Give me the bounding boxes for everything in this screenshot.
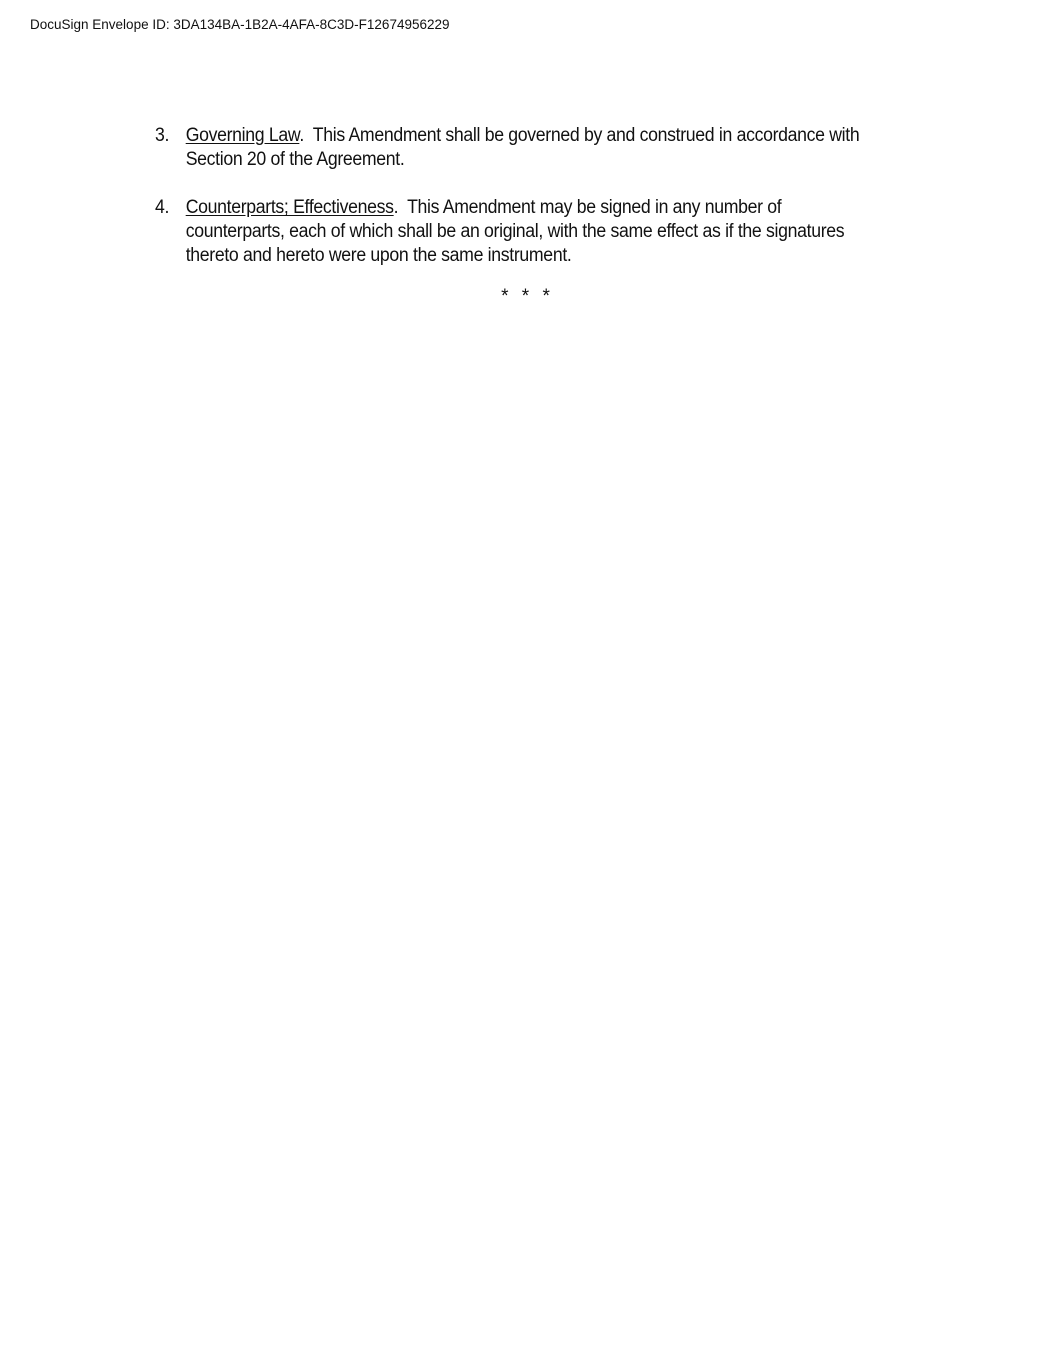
section-body: This Amendment may be signed in any number of counterparts, each of which shall be an original, with the same effect as if the signatures thereto and hereto were upon the same instrument. xyxy=(185,197,845,266)
section-heading: Counterparts; Effectiveness xyxy=(185,197,394,218)
section-body: This Amendment shall be governed by and construed in accordance with Section 20 of the Agreement. xyxy=(185,125,860,170)
envelope-id: DocuSign Envelope ID: 3DA134BA-1B2A-4AFA-8C3D-F12674956229 xyxy=(30,17,450,32)
section-separator: * * * xyxy=(501,286,554,307)
section-heading: Governing Law xyxy=(185,125,300,146)
heading-period: . xyxy=(299,125,304,146)
section-text xyxy=(186,196,871,268)
section-text xyxy=(186,124,871,172)
section-counterparts xyxy=(155,196,871,268)
section-number: 4. xyxy=(155,197,170,218)
section-governing-law xyxy=(155,124,871,172)
heading-period: . xyxy=(393,197,399,218)
section-number: 3. xyxy=(155,125,170,146)
document-body xyxy=(155,124,871,292)
